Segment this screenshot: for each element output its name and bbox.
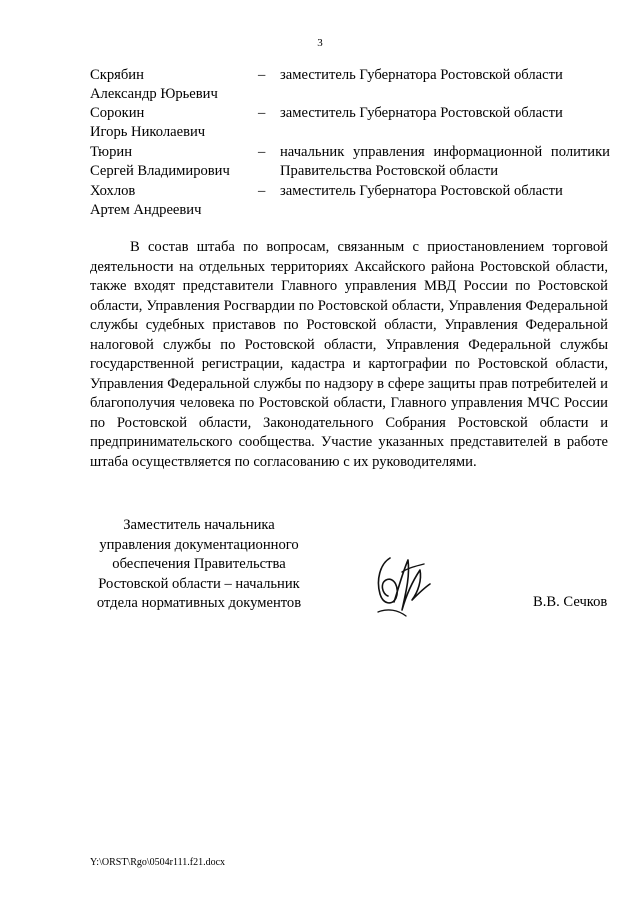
member-role: заместитель Губернатора Ростовской области — [280, 67, 563, 83]
signer-title-line: обеспечения Правительства — [112, 556, 286, 572]
member-name — [90, 143, 255, 181]
member-surname: Хохлов — [90, 183, 136, 199]
signer-title-line: отдела нормативных документов — [96, 595, 302, 611]
member-given-names: Александр Юрьевич — [90, 86, 218, 102]
signer-title-line: Заместитель начальника — [123, 517, 275, 533]
member-role: начальник управления информационной политики Правительства Ростовской области — [280, 144, 610, 179]
member-role: заместитель Губернатора Ростовской области — [280, 183, 563, 199]
signature-icon — [372, 550, 434, 618]
signer-name: В.В. Сечков — [533, 594, 608, 610]
staff-composition-paragraph: В состав штаба по вопросам, связанным с приостановлением торговой деятельности на отдельных территориях Аксайского района Ростовской области, также входят представители Главного управления МВД России по Ростовской области, Управления Росгвардии по Ростовской области, Управления Федеральной службы судебных приставов по Ростовской области, Управления Федеральной налоговой службы по Ростовской области, Управления Федеральной службы государственной регистрации, кадастра и картографии по Ростовской области, Управления Федеральной службы по надзору в сфере защиты прав потребителей и благополучия человека по Ростовской области, Главного управления МЧС России по Ростовской области, Законодательного Собрания Ростовской области и предпринимательского сообщества. Участие указанных представителей в работе штаба осуществляется по согласованию с их руководителями. — [90, 239, 608, 470]
member-dash: – — [258, 183, 266, 199]
member-surname: Тюрин — [90, 144, 133, 160]
member-dash: – — [258, 144, 266, 160]
member-given-names: Сергей Владимирович — [90, 163, 230, 179]
signer-title-line: Ростовской области – начальник — [98, 575, 300, 592]
file-path: Y:\ORST\Rgo\0504r111.f21.docx — [90, 857, 226, 868]
signer-title — [90, 516, 308, 614]
member-name — [90, 104, 255, 142]
member-surname: Сорокин — [90, 105, 145, 121]
page-number: 3 — [317, 37, 323, 49]
signer-title-line: управления документационного — [99, 536, 299, 553]
member-dash: – — [258, 105, 266, 121]
member-given-names: Артем Андреевич — [90, 202, 202, 218]
member-given-names: Игорь Николаевич — [90, 124, 206, 140]
member-surname: Скрябин — [90, 67, 144, 83]
member-dash: – — [258, 67, 266, 83]
member-name — [90, 66, 255, 104]
member-role: заместитель Губернатора Ростовской области — [280, 105, 563, 121]
member-name — [90, 182, 255, 220]
